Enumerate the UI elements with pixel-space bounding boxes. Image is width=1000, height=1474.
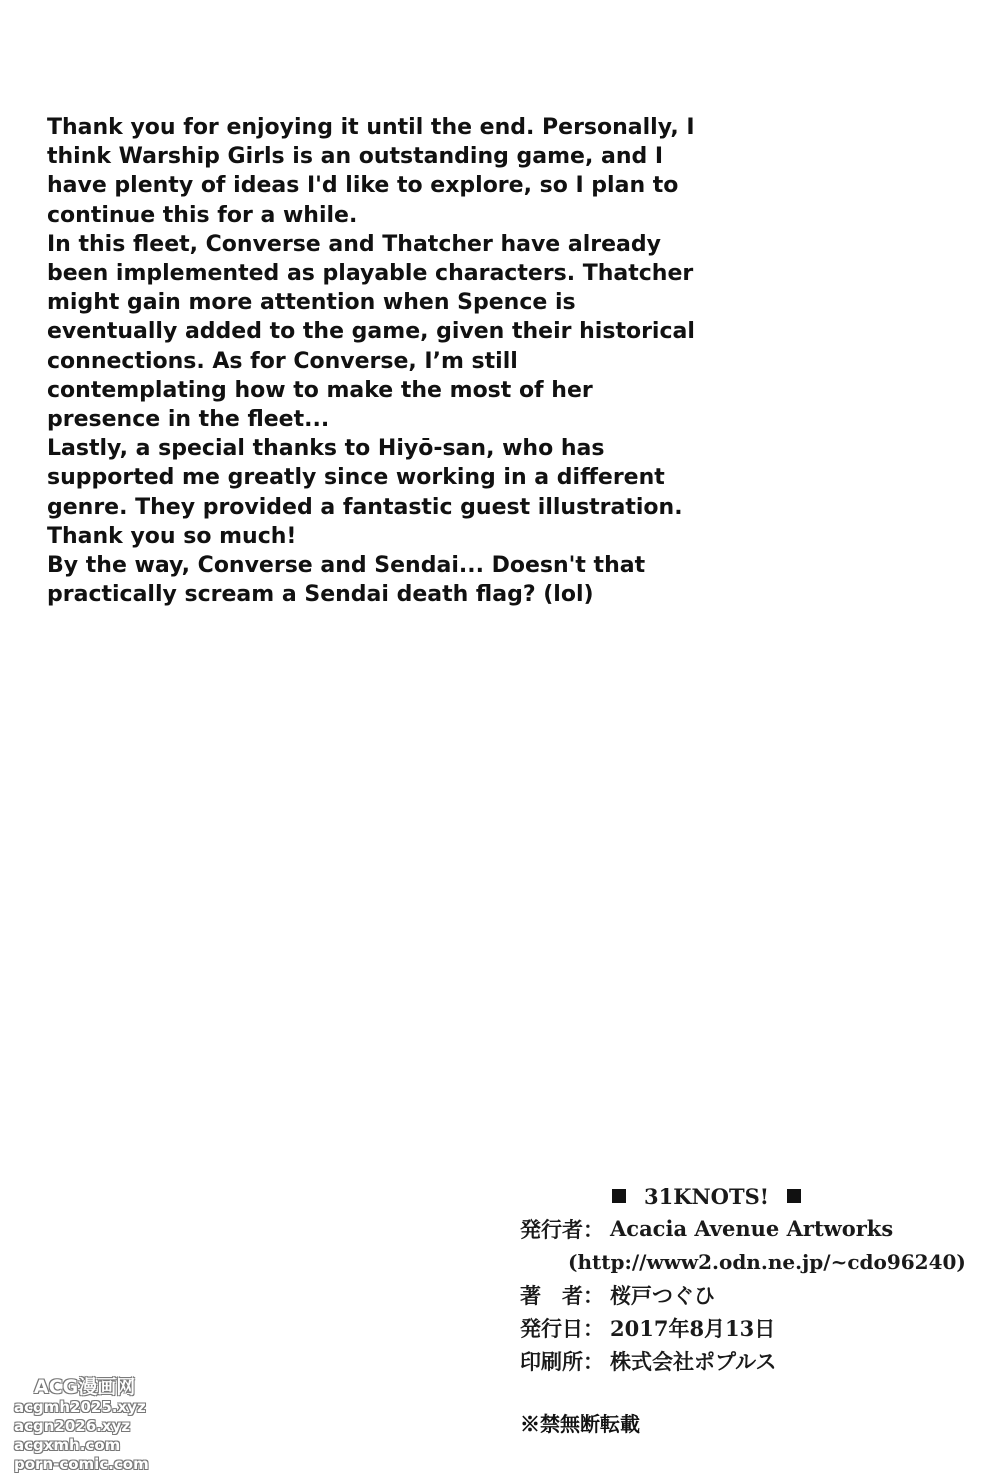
afterword-line: presence in the fleet...	[47, 407, 330, 433]
afterword-line: Thank you so much!	[47, 523, 297, 549]
afterword-line: practically scream a Sendai death flag? (lol)	[47, 582, 594, 608]
watermark-line: acgxmh.com	[14, 1436, 121, 1454]
afterword-line: continue this for a while.	[47, 202, 358, 228]
publisher-url: (http://www2.odn.ne.jp/~cdo96240)	[568, 1249, 966, 1274]
square-bullet-icon	[612, 1189, 626, 1203]
afterword-line: genre. They provided a fantastic guest illustration.	[47, 494, 683, 520]
date-row	[520, 1311, 960, 1344]
publish-date: 2017年8月13日	[610, 1315, 776, 1341]
afterword-line: In this fleet, Converse and Thatcher have already	[47, 231, 661, 257]
watermark-line: acgmh2025.xyz	[14, 1398, 146, 1416]
watermark-line: acgn2026.xyz	[14, 1417, 131, 1435]
afterword-line: been implemented as playable characters. Thatcher	[47, 261, 694, 287]
afterword-text	[47, 113, 695, 609]
afterword-line: supported me greatly since working in a different	[47, 465, 665, 491]
date-label: 発行日：	[520, 1315, 604, 1341]
printer-row	[520, 1344, 960, 1377]
afterword-line: By the way, Converse and Sendai... Doesn't that	[47, 553, 646, 579]
afterword-line: have plenty of ideas I'd like to explore, so I plan to	[47, 173, 679, 199]
watermark-line: ACG漫画网	[34, 1376, 136, 1398]
colophon	[520, 1180, 966, 1377]
author-label: 著 者：	[520, 1282, 604, 1308]
colophon-title-row	[612, 1180, 960, 1212]
watermark-line: porn-comic.com	[14, 1455, 149, 1473]
colophon-title: 31KNOTS!	[644, 1183, 769, 1209]
publisher-row	[520, 1212, 960, 1245]
author-row	[520, 1278, 960, 1311]
printer-label: 印刷所：	[520, 1348, 604, 1374]
afterword-line: Thank you for enjoying it until the end. Personally, I	[47, 115, 695, 140]
watermark	[14, 1376, 154, 1474]
afterword-line: think Warship Girls is an outstanding game, and I	[47, 144, 664, 170]
printer-name: 株式会社ポプルス	[610, 1348, 777, 1374]
afterword-line: contemplating how to make the most of her	[47, 377, 593, 403]
publisher-url-row	[520, 1245, 966, 1278]
square-bullet-icon	[787, 1189, 801, 1203]
afterword-line: connections. As for Converse, I’m still	[47, 348, 518, 374]
afterword-line: might gain more attention when Spence is	[47, 290, 576, 316]
reprint-notice: ※禁無断転載	[520, 1412, 640, 1436]
afterword-line: Lastly, a special thanks to Hiyō-san, who has	[47, 436, 605, 462]
afterword-line: eventually added to the game, given their historical	[47, 319, 695, 345]
author-name: 桜戸つぐひ	[610, 1282, 715, 1308]
publisher-name: Acacia Avenue Artworks	[610, 1216, 894, 1241]
publisher-label: 発行者：	[520, 1216, 604, 1242]
